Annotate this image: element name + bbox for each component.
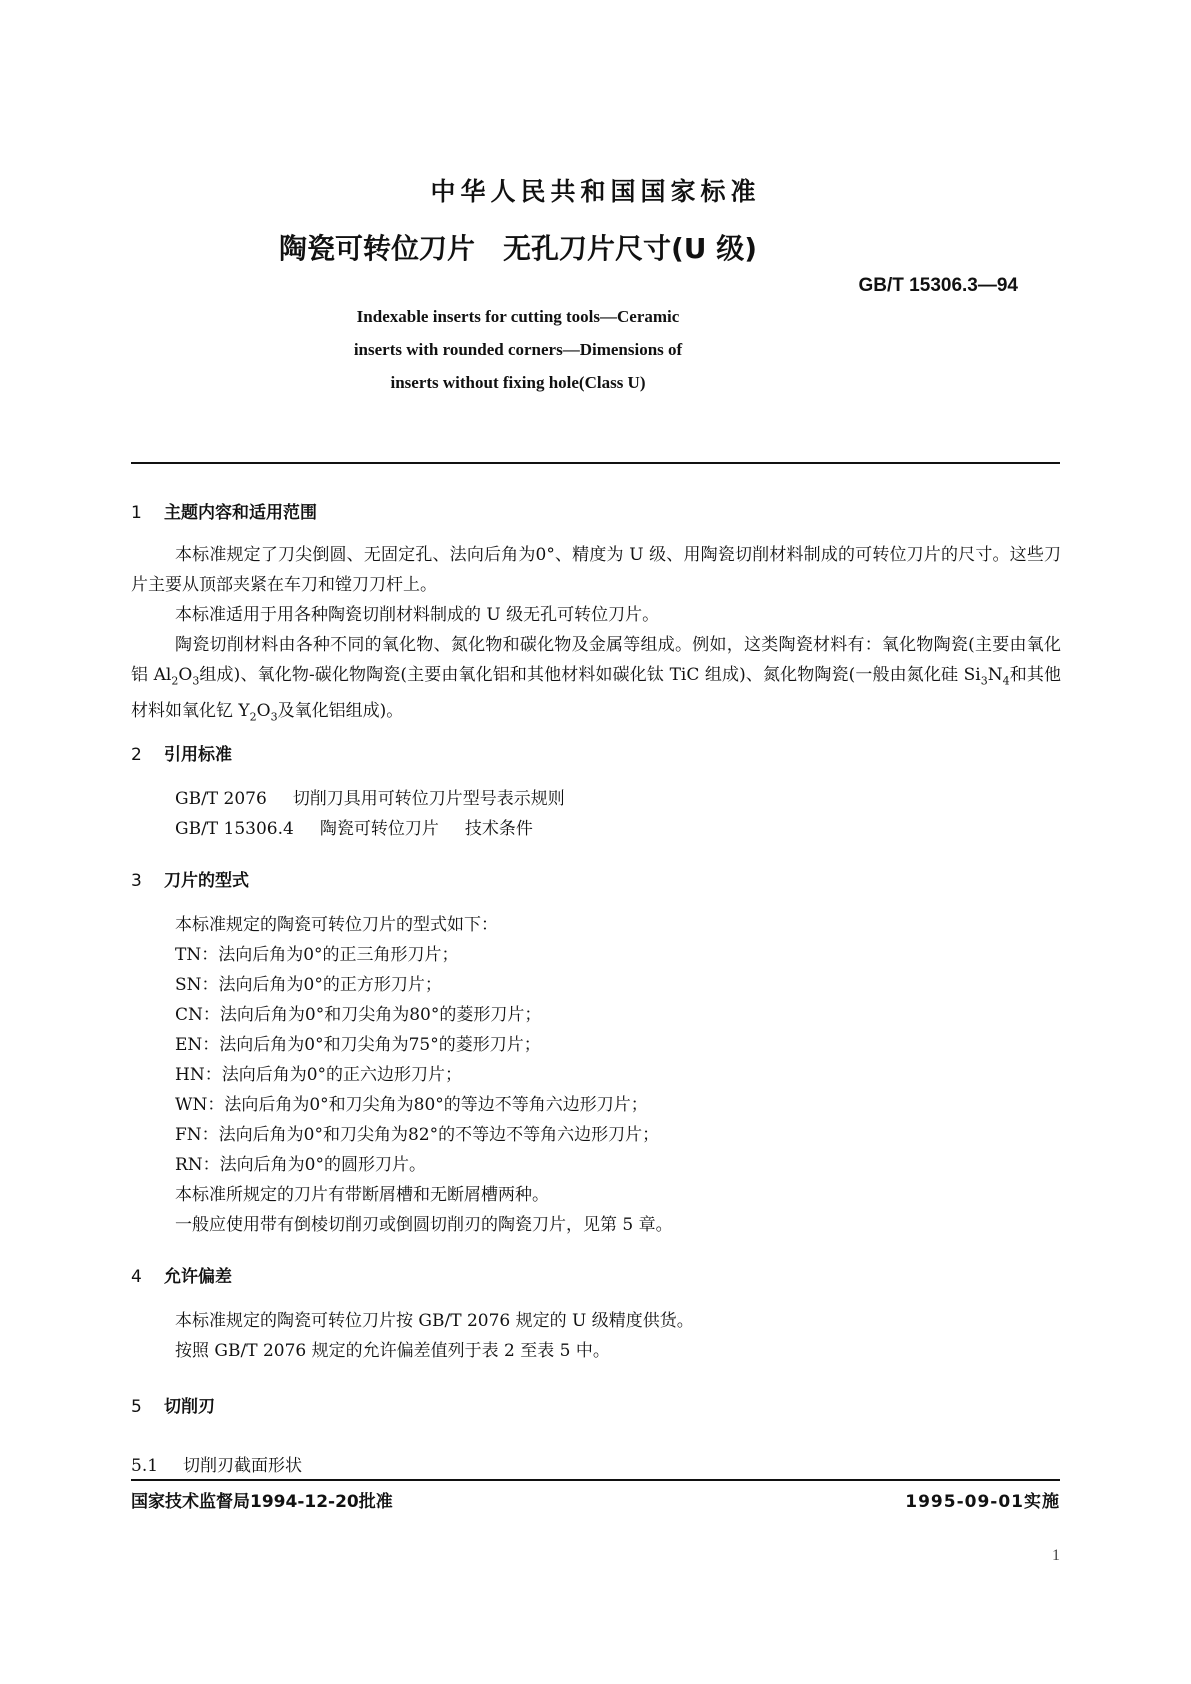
approval-date: 国家技术监督局1994-12-20批准 [131,1492,393,1512]
section-3-heading [131,866,249,891]
title-en-line: inserts with rounded corners—Dimensions of [353,340,683,359]
section-title: 允许偏差 [164,1267,232,1287]
section-2-heading [131,740,232,765]
document-title-cn [0,227,1191,267]
subsection-5-1-heading [131,1451,302,1476]
implementation-date: 1995-09-01实施 [905,1492,1060,1512]
reference-title: 陶瓷可转位刀片 [319,819,439,839]
header-divider [131,462,1060,464]
reference-standard-1 [175,784,565,814]
national-standard-heading: 中华人民共和国国家标准 [430,177,761,206]
section-title: 主题内容和适用范围 [164,503,317,523]
reference-title-b: 技术条件 [464,819,533,839]
insert-type-line: CN：法向后角为0°和刀尖角为80°的菱形刀片； [175,1005,542,1025]
footer-divider [131,1479,1060,1481]
section-4-line-2: 按照 GB/T 2076 规定的允许偏差值列于表 2 至表 5 中。 [175,1341,610,1361]
title-cn-part2: 无孔刀片尺寸(U 级) [502,232,758,265]
insert-type-line: 本标准规定的陶瓷可转位刀片的型式如下： [175,915,498,935]
section-4-line-1: 本标准规定的陶瓷可转位刀片按 GB/T 2076 规定的 U 级精度供货。 [175,1311,694,1331]
section-number: 5 [131,1397,142,1417]
insert-type-line: 一般应使用带有倒棱切削刃或倒圆切削刃的陶瓷刀片，见第 5 章。 [175,1215,673,1235]
page-number: 1 [1052,1547,1060,1564]
reference-title: 切削刀具用可转位刀片型号表示规则 [292,789,565,809]
title-cn-part1: 陶瓷可转位刀片 [278,232,475,265]
section-1-paragraph-1: 本标准规定了刀尖倒圆、无固定孔、法向后角为0°、精度为 U 级、用陶瓷切削材料制成的可转位刀片的尺寸。这些刀片主要从顶部夹紧在车刀和镗刀刀杆上。 [131,545,1061,595]
insert-type-line: WN：法向后角为0°和刀尖角为80°的等边不等角六边形刀片； [175,1095,648,1115]
reference-standard-2 [175,814,533,844]
section-5-heading [131,1392,215,1417]
section-title: 引用标准 [164,745,232,765]
title-en-line: inserts without fixing hole(Class U) [390,373,646,392]
subsection-number: 5.1 [131,1456,159,1476]
reference-code: GB/T 15306.4 [175,819,294,839]
section-number: 3 [131,871,142,891]
reference-code: GB/T 2076 [175,789,267,809]
section-number: 4 [131,1267,142,1287]
insert-type-line: FN：法向后角为0°和刀尖角为82°的不等边不等角六边形刀片； [175,1125,660,1145]
section-number: 1 [131,503,142,523]
section-4-heading [131,1262,232,1287]
insert-type-line: 本标准所规定的刀片有带断屑槽和无断屑槽两种。 [175,1185,549,1205]
section-1-heading [131,498,317,523]
section-1-paragraph-3: 陶瓷切削材料由各种不同的氧化物、氮化物和碳化物及金属等组成。例如，这类陶瓷材料有：氧化物陶瓷(主要由氧化铝 $Al_2O_3$组成)、氧化物-碳化物陶瓷(主要由氧化铝和其他材料如碳化钛 TiC 组成)、氮化物陶瓷(一般由氮化硅 $Si_3N_4$和其他材料如氧化钇 $Y_2O_3$及氧化铝组成)。 [131,635,1061,724]
title-en-line: Indexable inserts for cutting tools—Ceramic [356,307,680,326]
section-1-paragraph-2: 本标准适用于用各种陶瓷切削材料制成的 U 级无孔可转位刀片。 [175,605,660,625]
section-number: 2 [131,745,142,765]
section-title: 刀片的型式 [164,871,249,891]
insert-type-line: TN：法向后角为0°的正三角形刀片； [175,945,459,965]
insert-type-line: HN：法向后角为0°的正六边形刀片； [175,1065,463,1085]
document-title-en [0,300,1191,399]
insert-type-line: RN：法向后角为0°的圆形刀片。 [175,1155,426,1175]
insert-type-line: SN：法向后角为0°的正方形刀片； [175,975,442,995]
subsection-title: 切削刃截面形状 [183,1456,302,1476]
insert-type-line: EN：法向后角为0°和刀尖角为75°的菱形刀片； [175,1035,541,1055]
section-title: 切削刃 [164,1397,215,1417]
standard-number: GB/T 15306.3—94 [858,275,1018,296]
